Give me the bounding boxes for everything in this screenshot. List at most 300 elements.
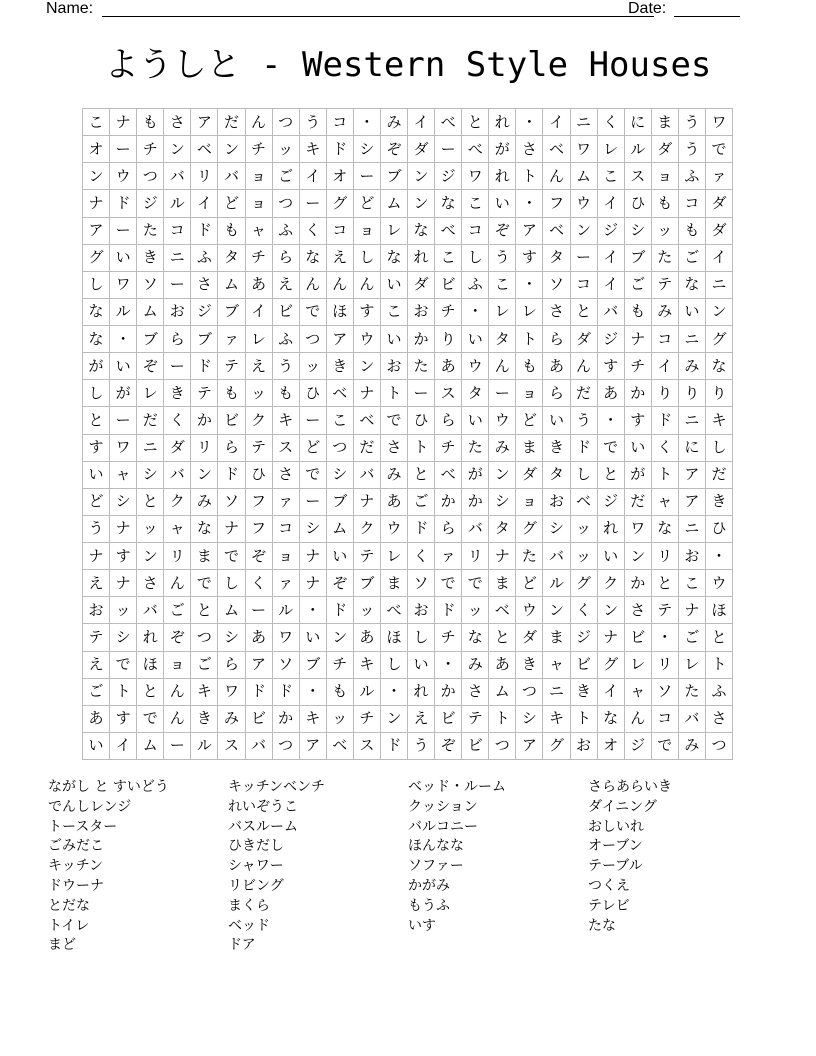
grid-cell[interactable]: オ <box>83 136 110 163</box>
grid-cell[interactable]: と <box>571 299 598 326</box>
grid-cell[interactable]: ッ <box>652 218 679 245</box>
grid-cell[interactable]: ん <box>164 706 191 733</box>
grid-cell[interactable]: ナ <box>354 489 381 516</box>
grid-cell[interactable]: ふ <box>706 679 733 706</box>
grid-cell[interactable]: す <box>625 407 652 434</box>
grid-cell[interactable]: レ <box>598 136 625 163</box>
grid-cell[interactable]: い <box>679 299 706 326</box>
grid-cell[interactable]: い <box>110 353 137 380</box>
grid-cell[interactable]: な <box>679 272 706 299</box>
grid-cell[interactable]: に <box>679 435 706 462</box>
grid-cell[interactable]: ダ <box>516 624 543 651</box>
grid-cell[interactable]: う <box>300 109 327 136</box>
grid-cell[interactable]: ク <box>598 570 625 597</box>
grid-cell[interactable]: み <box>462 652 489 679</box>
grid-cell[interactable]: テ <box>652 597 679 624</box>
grid-cell[interactable]: ビ <box>218 407 245 434</box>
grid-cell[interactable]: ナ <box>110 570 137 597</box>
grid-cell[interactable]: ビ <box>435 706 462 733</box>
grid-cell[interactable]: ら <box>218 652 245 679</box>
grid-cell[interactable]: あ <box>83 706 110 733</box>
grid-cell[interactable]: シ <box>489 489 516 516</box>
grid-cell[interactable]: い <box>408 652 435 679</box>
grid-cell[interactable]: ド <box>408 516 435 543</box>
grid-cell[interactable]: コ <box>327 109 354 136</box>
grid-cell[interactable]: バ <box>679 706 706 733</box>
grid-cell[interactable]: こ <box>327 407 354 434</box>
grid-cell[interactable]: で <box>191 570 218 597</box>
grid-cell[interactable]: み <box>381 462 408 489</box>
grid-cell[interactable]: チ <box>435 624 462 651</box>
grid-cell[interactable]: す <box>598 353 625 380</box>
grid-cell[interactable]: ム <box>218 272 245 299</box>
grid-cell[interactable]: ・ <box>300 597 327 624</box>
grid-cell[interactable]: ト <box>489 706 516 733</box>
grid-cell[interactable]: さ <box>462 679 489 706</box>
grid-cell[interactable]: イ <box>598 272 625 299</box>
grid-cell[interactable]: ー <box>300 407 327 434</box>
grid-cell[interactable]: チ <box>354 706 381 733</box>
grid-cell[interactable]: た <box>679 679 706 706</box>
grid-cell[interactable]: え <box>408 706 435 733</box>
grid-cell[interactable]: ク <box>354 516 381 543</box>
grid-cell[interactable]: バ <box>543 543 570 570</box>
grid-cell[interactable]: バ <box>164 462 191 489</box>
grid-cell[interactable]: い <box>462 407 489 434</box>
grid-cell[interactable]: み <box>191 489 218 516</box>
grid-cell[interactable]: ひ <box>408 407 435 434</box>
grid-cell[interactable]: ナ <box>679 597 706 624</box>
grid-cell[interactable]: テ <box>246 435 273 462</box>
grid-cell[interactable]: さ <box>137 570 164 597</box>
grid-cell[interactable]: ひ <box>706 516 733 543</box>
grid-cell[interactable]: ー <box>110 407 137 434</box>
grid-cell[interactable]: テ <box>652 272 679 299</box>
grid-cell[interactable]: バ <box>137 597 164 624</box>
grid-cell[interactable]: べ <box>462 136 489 163</box>
grid-cell[interactable]: べ <box>381 597 408 624</box>
grid-cell[interactable]: チ <box>625 353 652 380</box>
grid-cell[interactable]: ニ <box>164 245 191 272</box>
grid-cell[interactable]: シ <box>137 462 164 489</box>
grid-cell[interactable]: ダ <box>516 462 543 489</box>
grid-cell[interactable]: つ <box>273 733 300 760</box>
grid-cell[interactable]: ト <box>516 163 543 190</box>
grid-cell[interactable]: ウ <box>381 516 408 543</box>
grid-cell[interactable]: ら <box>273 245 300 272</box>
grid-cell[interactable]: フ <box>543 190 570 217</box>
grid-cell[interactable]: つ <box>516 679 543 706</box>
grid-cell[interactable]: バ <box>462 516 489 543</box>
grid-cell[interactable]: た <box>137 218 164 245</box>
grid-cell[interactable]: お <box>679 543 706 570</box>
grid-cell[interactable]: く <box>598 109 625 136</box>
grid-cell[interactable]: ル <box>543 570 570 597</box>
grid-cell[interactable]: ご <box>679 624 706 651</box>
grid-cell[interactable]: ベ <box>327 733 354 760</box>
grid-cell[interactable]: う <box>571 407 598 434</box>
grid-cell[interactable]: い <box>543 407 570 434</box>
grid-cell[interactable]: ン <box>571 218 598 245</box>
grid-cell[interactable]: シ <box>543 516 570 543</box>
grid-cell[interactable]: ー <box>571 245 598 272</box>
grid-cell[interactable]: イ <box>598 245 625 272</box>
grid-cell[interactable]: ま <box>516 435 543 462</box>
grid-cell[interactable]: う <box>83 516 110 543</box>
grid-cell[interactable]: バ <box>164 163 191 190</box>
grid-cell[interactable]: ム <box>218 597 245 624</box>
grid-cell[interactable]: ア <box>191 109 218 136</box>
grid-cell[interactable]: ン <box>489 462 516 489</box>
grid-cell[interactable]: み <box>679 733 706 760</box>
grid-cell[interactable]: レ <box>137 380 164 407</box>
grid-cell[interactable]: ま <box>381 570 408 597</box>
grid-cell[interactable]: バ <box>598 299 625 326</box>
grid-cell[interactable]: ジ <box>137 190 164 217</box>
grid-cell[interactable]: で <box>300 299 327 326</box>
grid-cell[interactable]: ワ <box>625 516 652 543</box>
grid-cell[interactable]: ド <box>435 597 462 624</box>
grid-cell[interactable]: フ <box>246 516 273 543</box>
grid-cell[interactable]: ど <box>354 190 381 217</box>
grid-cell[interactable]: ル <box>110 299 137 326</box>
grid-cell[interactable]: ニ <box>679 516 706 543</box>
grid-cell[interactable]: ビ <box>571 652 598 679</box>
grid-cell[interactable]: ト <box>381 380 408 407</box>
grid-cell[interactable]: ー <box>435 136 462 163</box>
grid-cell[interactable]: ト <box>571 706 598 733</box>
grid-cell[interactable]: ド <box>191 218 218 245</box>
grid-cell[interactable]: コ <box>652 706 679 733</box>
grid-cell[interactable]: え <box>83 652 110 679</box>
grid-cell[interactable]: ぞ <box>137 353 164 380</box>
grid-cell[interactable]: つ <box>300 326 327 353</box>
grid-cell[interactable]: コ <box>327 218 354 245</box>
grid-cell[interactable]: か <box>625 570 652 597</box>
grid-cell[interactable]: に <box>625 109 652 136</box>
grid-cell[interactable]: コ <box>571 272 598 299</box>
grid-cell[interactable]: ド <box>191 353 218 380</box>
grid-cell[interactable]: ふ <box>462 272 489 299</box>
grid-cell[interactable]: で <box>598 435 625 462</box>
grid-cell[interactable]: ナ <box>300 570 327 597</box>
grid-cell[interactable]: と <box>137 489 164 516</box>
name-field-line[interactable] <box>102 16 654 17</box>
grid-cell[interactable]: す <box>110 706 137 733</box>
grid-cell[interactable]: ナ <box>218 516 245 543</box>
grid-cell[interactable]: も <box>273 380 300 407</box>
grid-cell[interactable]: コ <box>652 326 679 353</box>
grid-cell[interactable]: あ <box>246 624 273 651</box>
grid-cell[interactable]: シ <box>300 516 327 543</box>
grid-cell[interactable]: ビ <box>273 299 300 326</box>
grid-cell[interactable]: お <box>381 353 408 380</box>
grid-cell[interactable]: き <box>137 245 164 272</box>
grid-cell[interactable]: あ <box>543 353 570 380</box>
grid-cell[interactable]: ニ <box>706 272 733 299</box>
grid-cell[interactable]: い <box>625 435 652 462</box>
grid-cell[interactable]: リ <box>462 543 489 570</box>
grid-cell[interactable]: つ <box>273 109 300 136</box>
grid-cell[interactable]: ほ <box>706 597 733 624</box>
grid-cell[interactable]: え <box>83 570 110 597</box>
grid-cell[interactable]: コ <box>164 218 191 245</box>
grid-cell[interactable]: グ <box>327 190 354 217</box>
grid-cell[interactable]: れ <box>137 624 164 651</box>
grid-cell[interactable]: べ <box>435 109 462 136</box>
grid-cell[interactable]: ほ <box>137 652 164 679</box>
grid-cell[interactable]: ア <box>516 218 543 245</box>
grid-cell[interactable]: チ <box>327 652 354 679</box>
grid-cell[interactable]: タ <box>489 326 516 353</box>
grid-cell[interactable]: ソ <box>652 679 679 706</box>
grid-cell[interactable]: お <box>543 489 570 516</box>
grid-cell[interactable]: リ <box>652 652 679 679</box>
grid-cell[interactable]: シ <box>516 706 543 733</box>
grid-cell[interactable]: ウ <box>516 597 543 624</box>
grid-cell[interactable]: ふ <box>273 326 300 353</box>
grid-cell[interactable]: ベ <box>327 380 354 407</box>
grid-cell[interactable]: ャ <box>164 516 191 543</box>
grid-cell[interactable]: ス <box>218 733 245 760</box>
grid-cell[interactable]: レ <box>516 299 543 326</box>
grid-cell[interactable]: ア <box>300 733 327 760</box>
grid-cell[interactable]: ど <box>218 190 245 217</box>
grid-cell[interactable]: な <box>191 516 218 543</box>
grid-cell[interactable]: イ <box>300 163 327 190</box>
grid-cell[interactable]: ョ <box>246 163 273 190</box>
grid-cell[interactable]: な <box>381 245 408 272</box>
grid-cell[interactable]: ー <box>164 353 191 380</box>
grid-cell[interactable]: ジ <box>191 299 218 326</box>
grid-cell[interactable]: ア <box>679 462 706 489</box>
grid-cell[interactable]: ャ <box>543 652 570 679</box>
grid-cell[interactable]: タ <box>543 245 570 272</box>
grid-cell[interactable]: ド <box>327 597 354 624</box>
grid-cell[interactable]: で <box>110 652 137 679</box>
grid-cell[interactable]: ワ <box>706 109 733 136</box>
grid-cell[interactable]: ナ <box>83 543 110 570</box>
grid-cell[interactable]: ・ <box>462 299 489 326</box>
grid-cell[interactable]: つ <box>706 733 733 760</box>
grid-cell[interactable]: で <box>435 570 462 597</box>
grid-cell[interactable]: ウ <box>489 407 516 434</box>
grid-cell[interactable]: ベ <box>489 597 516 624</box>
grid-cell[interactable]: ま <box>543 624 570 651</box>
grid-cell[interactable]: ジ <box>435 163 462 190</box>
grid-cell[interactable]: レ <box>625 652 652 679</box>
grid-cell[interactable]: ス <box>625 163 652 190</box>
grid-cell[interactable]: ・ <box>516 190 543 217</box>
grid-cell[interactable]: ニ <box>543 679 570 706</box>
grid-cell[interactable]: ド <box>652 407 679 434</box>
grid-cell[interactable]: ド <box>246 679 273 706</box>
grid-cell[interactable]: こ <box>679 570 706 597</box>
grid-cell[interactable]: ド <box>110 190 137 217</box>
grid-cell[interactable]: ダ <box>408 272 435 299</box>
grid-cell[interactable]: コ <box>273 516 300 543</box>
grid-cell[interactable]: だ <box>354 435 381 462</box>
grid-cell[interactable]: だ <box>218 109 245 136</box>
grid-cell[interactable]: リ <box>191 163 218 190</box>
grid-cell[interactable]: ー <box>408 380 435 407</box>
grid-cell[interactable]: ッ <box>246 380 273 407</box>
grid-cell[interactable]: シ <box>110 624 137 651</box>
grid-cell[interactable]: シ <box>110 489 137 516</box>
grid-cell[interactable]: え <box>327 245 354 272</box>
grid-cell[interactable]: バ <box>218 163 245 190</box>
grid-cell[interactable]: ご <box>273 163 300 190</box>
grid-cell[interactable]: も <box>625 299 652 326</box>
grid-cell[interactable]: ・ <box>300 679 327 706</box>
grid-cell[interactable]: き <box>543 435 570 462</box>
grid-cell[interactable]: な <box>706 353 733 380</box>
grid-cell[interactable]: ダ <box>706 190 733 217</box>
grid-cell[interactable]: テ <box>83 624 110 651</box>
grid-cell[interactable]: べ <box>435 462 462 489</box>
grid-cell[interactable]: テ <box>218 353 245 380</box>
grid-cell[interactable]: ぞ <box>327 570 354 597</box>
grid-cell[interactable]: だ <box>706 462 733 489</box>
grid-cell[interactable]: ド <box>327 136 354 163</box>
grid-cell[interactable]: ウ <box>110 163 137 190</box>
grid-cell[interactable]: キ <box>354 652 381 679</box>
grid-cell[interactable]: ベ <box>354 407 381 434</box>
grid-cell[interactable]: で <box>300 462 327 489</box>
grid-cell[interactable]: ク <box>246 407 273 434</box>
grid-cell[interactable]: ア <box>516 733 543 760</box>
grid-cell[interactable]: い <box>381 272 408 299</box>
grid-cell[interactable]: ひ <box>300 380 327 407</box>
grid-cell[interactable]: ア <box>679 489 706 516</box>
grid-cell[interactable]: れ <box>489 109 516 136</box>
grid-cell[interactable]: ふ <box>191 245 218 272</box>
grid-cell[interactable]: ス <box>273 435 300 462</box>
grid-cell[interactable]: ー <box>164 733 191 760</box>
grid-cell[interactable]: ァ <box>273 570 300 597</box>
grid-cell[interactable]: り <box>679 380 706 407</box>
grid-cell[interactable]: ら <box>543 380 570 407</box>
grid-cell[interactable]: が <box>110 380 137 407</box>
grid-cell[interactable]: ウ <box>354 326 381 353</box>
grid-cell[interactable]: レ <box>381 218 408 245</box>
grid-cell[interactable]: ソ <box>543 272 570 299</box>
grid-cell[interactable]: ァ <box>273 489 300 516</box>
grid-cell[interactable]: く <box>408 543 435 570</box>
grid-cell[interactable]: グ <box>706 326 733 353</box>
grid-cell[interactable]: タ <box>218 245 245 272</box>
grid-cell[interactable]: こ <box>435 245 462 272</box>
grid-cell[interactable]: ク <box>164 489 191 516</box>
grid-cell[interactable]: し <box>381 652 408 679</box>
grid-cell[interactable]: お <box>571 733 598 760</box>
grid-cell[interactable]: も <box>679 218 706 245</box>
grid-cell[interactable]: な <box>435 190 462 217</box>
grid-cell[interactable]: さ <box>273 462 300 489</box>
grid-cell[interactable]: し <box>83 272 110 299</box>
grid-cell[interactable]: ン <box>706 299 733 326</box>
grid-cell[interactable]: ー <box>110 218 137 245</box>
grid-cell[interactable]: と <box>83 407 110 434</box>
grid-cell[interactable]: え <box>246 353 273 380</box>
grid-cell[interactable]: い <box>381 326 408 353</box>
grid-cell[interactable]: ・ <box>516 109 543 136</box>
grid-cell[interactable]: テ <box>462 706 489 733</box>
grid-cell[interactable]: ビ <box>246 706 273 733</box>
grid-cell[interactable]: ル <box>625 136 652 163</box>
grid-cell[interactable]: イ <box>543 109 570 136</box>
grid-cell[interactable]: み <box>381 109 408 136</box>
grid-cell[interactable]: ニ <box>571 109 598 136</box>
grid-cell[interactable]: く <box>300 218 327 245</box>
grid-cell[interactable]: い <box>327 543 354 570</box>
grid-cell[interactable]: た <box>652 245 679 272</box>
grid-cell[interactable]: さ <box>706 706 733 733</box>
grid-cell[interactable]: と <box>598 462 625 489</box>
grid-cell[interactable]: チ <box>246 245 273 272</box>
grid-cell[interactable]: ン <box>408 163 435 190</box>
grid-cell[interactable]: こ <box>462 190 489 217</box>
grid-cell[interactable]: グ <box>598 652 625 679</box>
grid-cell[interactable]: ョ <box>164 652 191 679</box>
grid-cell[interactable]: ぞ <box>164 624 191 651</box>
grid-cell[interactable]: と <box>652 570 679 597</box>
grid-cell[interactable]: キ <box>300 706 327 733</box>
grid-cell[interactable]: ョ <box>273 543 300 570</box>
grid-cell[interactable]: テ <box>191 380 218 407</box>
grid-cell[interactable]: で <box>706 136 733 163</box>
grid-cell[interactable]: き <box>516 652 543 679</box>
grid-cell[interactable]: ト <box>110 679 137 706</box>
grid-cell[interactable]: な <box>462 624 489 651</box>
grid-cell[interactable]: こ <box>489 272 516 299</box>
grid-cell[interactable]: お <box>83 597 110 624</box>
grid-cell[interactable]: オ <box>327 163 354 190</box>
grid-cell[interactable]: つ <box>137 163 164 190</box>
grid-cell[interactable]: か <box>462 489 489 516</box>
grid-cell[interactable]: で <box>218 543 245 570</box>
grid-cell[interactable]: ッ <box>137 516 164 543</box>
grid-cell[interactable]: り <box>435 326 462 353</box>
grid-cell[interactable]: ブ <box>327 489 354 516</box>
grid-cell[interactable]: く <box>652 435 679 462</box>
grid-cell[interactable]: ャ <box>625 679 652 706</box>
grid-cell[interactable]: く <box>246 570 273 597</box>
grid-cell[interactable]: ョ <box>516 380 543 407</box>
grid-cell[interactable]: シ <box>218 624 245 651</box>
grid-cell[interactable]: ベ <box>543 218 570 245</box>
grid-cell[interactable]: ア <box>246 652 273 679</box>
grid-cell[interactable]: ナ <box>354 380 381 407</box>
grid-cell[interactable]: イ <box>110 733 137 760</box>
grid-cell[interactable]: ト <box>652 462 679 489</box>
grid-cell[interactable]: な <box>83 299 110 326</box>
grid-cell[interactable]: レ <box>381 543 408 570</box>
grid-cell[interactable]: ド <box>273 679 300 706</box>
grid-cell[interactable]: グ <box>543 733 570 760</box>
grid-cell[interactable]: ん <box>164 679 191 706</box>
grid-cell[interactable]: ご <box>191 652 218 679</box>
grid-cell[interactable]: ジ <box>598 489 625 516</box>
grid-cell[interactable]: ブ <box>354 570 381 597</box>
grid-cell[interactable]: ビ <box>435 272 462 299</box>
grid-cell[interactable]: グ <box>571 570 598 597</box>
grid-cell[interactable]: ワ <box>110 435 137 462</box>
grid-cell[interactable]: ダ <box>571 326 598 353</box>
grid-cell[interactable]: ダ <box>652 136 679 163</box>
grid-cell[interactable]: ど <box>516 570 543 597</box>
grid-cell[interactable]: お <box>164 299 191 326</box>
